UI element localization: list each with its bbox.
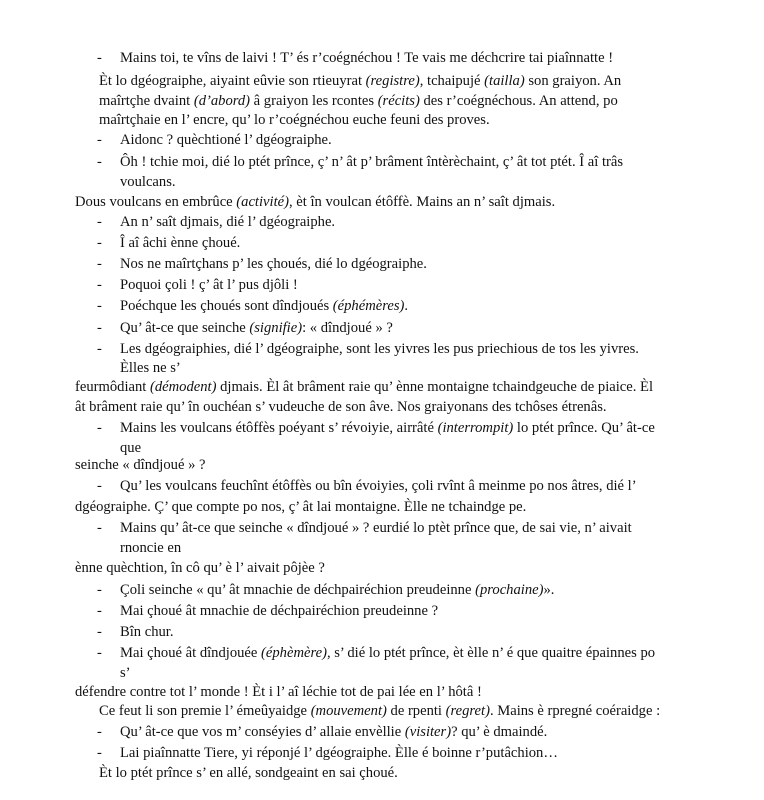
text-line (120, 538, 181, 558)
text-line (120, 254, 427, 274)
gloss-italic: (éphémères) (332, 298, 405, 314)
text-run: â graiyon les rcontes (250, 93, 378, 109)
text-run: Qu’ ât-ce que seinche (120, 320, 250, 336)
text-line (120, 418, 655, 438)
dialogue-dash: - (97, 256, 102, 272)
text-run: Mai çhoué ât dîndjouée (120, 645, 262, 661)
text-line (75, 497, 526, 517)
text-line (120, 130, 332, 150)
text-run: , s’ dié lo ptét prînce, èt èlle n’ é que quaitre épainnes po (326, 645, 656, 661)
dialogue-dash: - (97, 341, 102, 357)
text-run: voulcans. (120, 174, 176, 190)
text-run: des r’coégnéchous. An attend, po (419, 93, 618, 109)
gloss-italic: (éphèmère) (261, 645, 327, 661)
gloss-italic: (registre) (365, 73, 420, 89)
gloss-italic: (regret) (445, 703, 490, 719)
gloss-italic: (signifie) (249, 320, 303, 336)
gloss-italic: (démodent) (149, 379, 217, 395)
dialogue-dash: - (97, 277, 102, 293)
text-run: Poquoi çoli ! ç’ ât l’ pus djôli ! (120, 277, 298, 293)
text-run: feurmôdiant (75, 379, 150, 395)
text-line (120, 233, 240, 253)
text-run: Nos ne maîrtçhans p’ les çhoués, dié lo dgéograiphe. (120, 256, 427, 272)
dialogue-dash: - (97, 235, 102, 251)
dialogue-dash: - (97, 214, 102, 230)
text-run: Dous voulcans en embrûce (75, 194, 237, 210)
text-run: rnoncie en (120, 540, 182, 556)
text-line (99, 91, 618, 111)
text-line (120, 318, 393, 338)
text-line (120, 518, 632, 538)
text-line (120, 601, 438, 621)
text-line (120, 212, 335, 232)
text-run: Mains les voulcans étôffès poéyant s’ révoiyie, airrâté (120, 420, 438, 436)
gloss-italic: (mouvement) (310, 703, 387, 719)
gloss-italic: (d’abord) (193, 93, 251, 109)
text-line (99, 110, 490, 130)
text-line (120, 476, 637, 496)
text-run: Çoli seinche « qu’ ât mnachie de déchpairéchion preudeinne (120, 582, 476, 598)
text-line (120, 48, 613, 68)
gloss-italic: (activité) (236, 194, 289, 210)
text-run: Poéchque les çhoués sont dîndjoués (120, 298, 333, 314)
text-run: que (120, 440, 142, 456)
text-run: Mai çhoué ât mnachie de déchpairéchion preudeinne ? (120, 603, 439, 619)
text-line (75, 377, 653, 397)
text-run: Qu’ ât-ce que vos m’ conséyies d’ allaie envèllie (120, 724, 405, 740)
text-run: Qu’ les voulcans feuchînt étôffès ou bîn évoiyies, çoli rvînt â meinme po nos âtres, dié l’ (120, 478, 637, 494)
text-line (120, 339, 639, 359)
text-run: Èt lo dgéograiphe, aiyaint eûvie son rtieuyrat (99, 73, 366, 89)
text-run: Lai piaînnatte Tiere, yi réponjé l’ dgéograiphe. Èlle é boinne r’putâchion… (120, 745, 558, 761)
text-run: son graiyon. An (524, 73, 622, 89)
dialogue-dash: - (97, 420, 102, 436)
text-run: , tchaipujé (419, 73, 485, 89)
text-line (99, 763, 398, 783)
text-line (120, 296, 408, 316)
gloss-italic: (tailla) (484, 73, 525, 89)
text-run: ât brâment raie qu’ în ouchéan s’ vudeuche de son âve. Nos graiyonans des tchôses étrenâs. (75, 399, 607, 415)
text-run: s’ (120, 665, 131, 681)
text-run: Ce feut li son premie l’ émeûyaidge (99, 703, 311, 719)
text-run: , èt în voulcan étôffè. Mains an n’ saît djmais. (288, 194, 556, 210)
text-run: dgéograiphe. Ç’ que compte po nos, ç’ ât lai montaigne. Èlle ne tchaindge pe. (75, 499, 527, 515)
gloss-italic: (interrompit) (437, 420, 514, 436)
text-line (120, 580, 554, 600)
dialogue-dash: - (97, 724, 102, 740)
text-run: . Mains è rpregné coéraidge : (489, 703, 661, 719)
dialogue-dash: - (97, 645, 102, 661)
text-line (120, 172, 176, 192)
text-run: : « dîndjoué » ? (302, 320, 393, 336)
text-line (120, 275, 298, 295)
text-line (75, 682, 482, 702)
gloss-italic: (prochaine) (475, 582, 544, 598)
text-run: défendre contre tot l’ monde ! Èt i l’ aî léchie tot de pai lée en l’ hôtâ ! (75, 684, 482, 700)
dialogue-dash: - (97, 154, 102, 170)
text-run: Èlles ne s’ (120, 360, 181, 376)
text-run: lo ptét prînce. Qu’ ât-ce (513, 420, 655, 436)
text-run: ènne quèchtion, în cô qu’ è l’ aivait pôjèe ? (75, 560, 325, 576)
text-line (75, 558, 325, 578)
text-line (120, 152, 623, 172)
dialogue-dash: - (97, 582, 102, 598)
text-run: Les dgéograiphies, dié l’ dgéograiphe, sont les yivres les pus priechious de tos les yivres. (120, 341, 639, 357)
dialogue-dash: - (97, 298, 102, 314)
text-run: maîrtçhe dvaint (99, 93, 194, 109)
text-run: . (404, 298, 409, 314)
text-run: An n’ saît djmais, dié l’ dgéograiphe. (120, 214, 336, 230)
dialogue-dash: - (97, 520, 102, 536)
text-line (120, 643, 655, 663)
dialogue-dash: - (97, 745, 102, 761)
text-run: maîrtçhaie en l’ encre, qu’ lo r’coégnéchou euche feuni des proves. (99, 112, 490, 128)
text-run: Mains toi, te vîns de laivi ! T’ és r’coégnéchou ! Te vais me déchcrire tai piaînnatte ! (120, 50, 614, 66)
text-run: Bîn chur. (120, 624, 174, 640)
dialogue-dash: - (97, 50, 102, 66)
text-line (120, 622, 174, 642)
text-run: ». (543, 582, 555, 598)
text-line (99, 701, 660, 721)
text-run: djmais. Èl ât brâment raie qu’ ènne montaigne tchaindgeuche de piaice. Èl (216, 379, 654, 395)
dialogue-dash: - (97, 603, 102, 619)
text-run: Î aî âchi ènne çhoué. (120, 235, 241, 251)
text-run: ? qu’ è dmaindé. (451, 724, 548, 740)
text-line (99, 71, 621, 91)
text-line (75, 455, 206, 475)
dialogue-dash: - (97, 624, 102, 640)
text-run: Ôh ! tchie moi, dié lo ptét prînce, ç’ n’ ât p’ brâment întèrèchaint, ç’ ât tot ptét. Î aî trâs (120, 154, 624, 170)
text-line (75, 192, 555, 212)
text-run: Aidonc ? quèchtioné l’ dgéograiphe. (120, 132, 332, 148)
text-line (120, 358, 181, 378)
gloss-italic: (récits) (377, 93, 420, 109)
text-line (75, 397, 607, 417)
dialogue-dash: - (97, 132, 102, 148)
text-line (120, 743, 558, 763)
gloss-italic: (visiter) (404, 724, 452, 740)
dialogue-dash: - (97, 478, 102, 494)
text-run: Mains qu’ ât-ce que seinche « dîndjoué » ? eurdié lo ptèt prînce que, de sai vie, n’ aivait (120, 520, 632, 536)
text-line (120, 663, 131, 683)
text-run: Èt lo ptét prînce s’ en allé, sondgeaint en sai çhoué. (99, 765, 398, 781)
text-run: seinche « dîndjoué » ? (75, 457, 206, 473)
text-run: de rpenti (386, 703, 446, 719)
dialogue-dash: - (97, 320, 102, 336)
text-line (120, 722, 547, 742)
